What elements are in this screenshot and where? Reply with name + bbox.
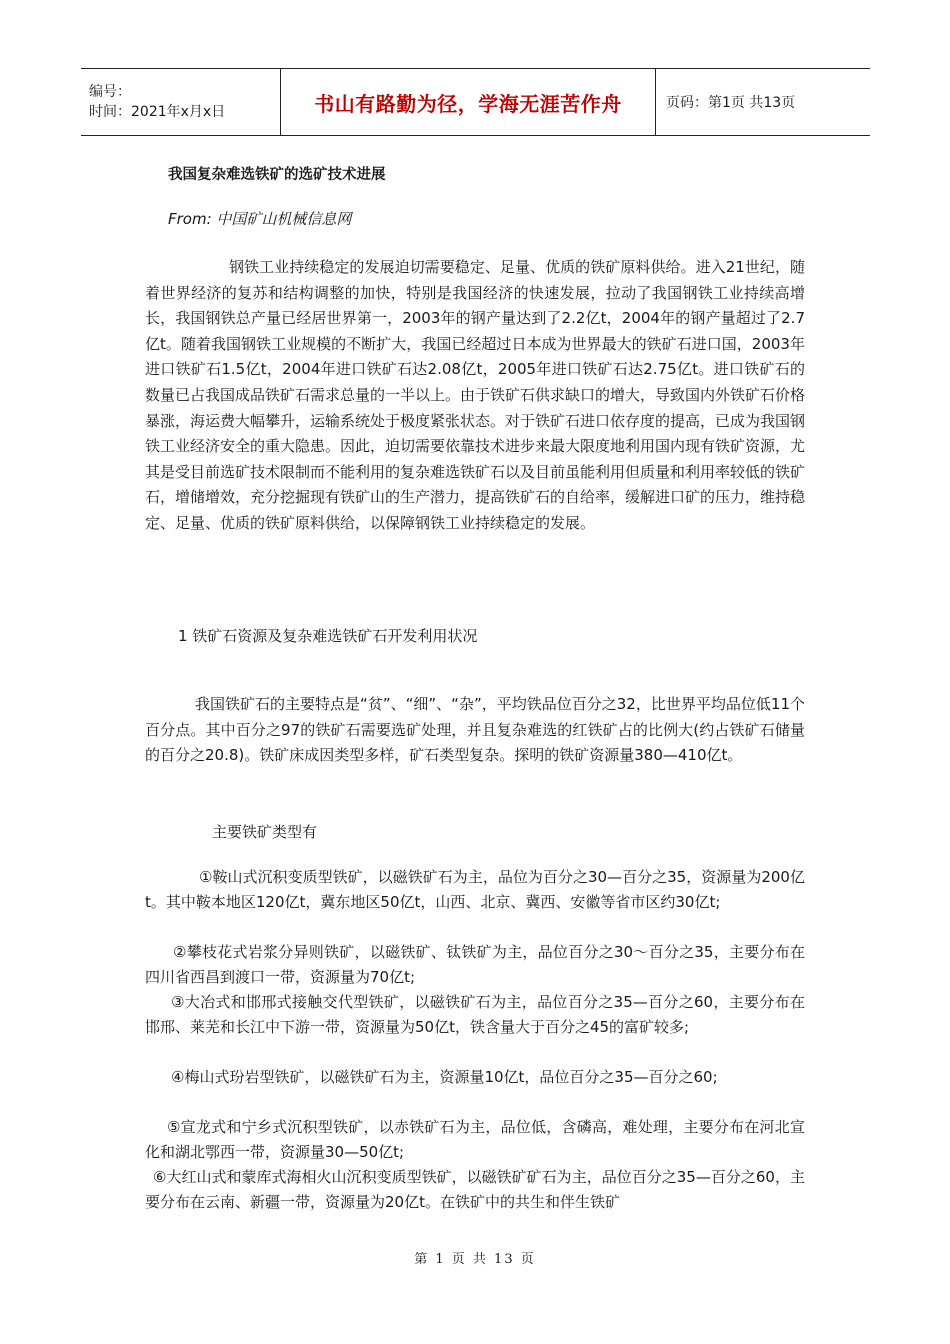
header-page-cell bbox=[656, 69, 870, 135]
section-1-heading: 1 铁矿石资源及复杂难选铁矿石开发利用状况 bbox=[178, 627, 478, 645]
time-label: 时间：2021年x月x日 bbox=[89, 104, 226, 120]
intro-paragraph: 钢铁工业持续稳定的发展迫切需要稳定、足量、优质的铁矿原料供给。进入21世纪，随着世界经济的复苏和结构调整的加快，特别是我国经济的快速发展，拉动了我国钢铁工业持续高增长，我国钢铁总产量已经居世界第一，2003年的钢产量达到了2.2亿t，2004年的钢产量超过了2.7亿t。随着我国钢铁工业规模的不断扩大，我国已经超过日本成为世界最大的铁矿石进口国，2003年进口铁矿石1.5亿t，2004年进口铁矿石达2.08亿t，2005年进口铁矿石达2.75亿t。进口铁矿石的数量已占我国成品铁矿石需求总量的一半以上。由于铁矿石供求缺口的增大，导致国内外铁矿石价格暴涨，海运费大幅攀升，运输系统处于极度紧张状态。对于铁矿石进口依存度的提高，已成为我国钢铁工业经济安全的重大隐患。因此，迫切需要依靠技术进步来最大限度地利用国内现有铁矿资源，尤其是受目前选矿技术限制而不能利用的复杂难选铁矿石以及目前虽能利用但质量和利用率较低的铁矿石，增储增效，充分挖掘现有铁矿山的生产潜力，提高铁矿石的自给率，缓解进口矿的压力，维持稳定、足量、优质的铁矿原料供给，以保障钢铁工业持续稳定的发展。 bbox=[145, 258, 806, 532]
page-info: 页码：第1页 共13页 bbox=[666, 95, 796, 111]
type-item-4: ④梅山式玢岩型铁矿，以磁铁矿石为主，资源量10亿t，品位百分之35—百分之60; bbox=[171, 1068, 718, 1086]
number-label: 编号： bbox=[89, 84, 131, 100]
document-source: From: 中国矿山机械信息网 bbox=[168, 210, 352, 228]
page-footer: 第 1 页 共 13 页 bbox=[414, 1252, 536, 1267]
motto-text: 书山有路勤为径，学海无涯苦作舟 bbox=[314, 91, 622, 116]
type-item-5: ⑤宣龙式和宁乡式沉积型铁矿，以赤铁矿石为主，品位低，含磷高，难处理，主要分布在河北宣化和湖北鄂西一带，资源量30—50亿t; bbox=[145, 1118, 805, 1161]
header-table bbox=[81, 68, 870, 136]
types-heading: 主要铁矿类型有 bbox=[212, 823, 318, 841]
header-meta-cell bbox=[81, 69, 281, 135]
document-title: 我国复杂难选铁矿的选矿技术进展 bbox=[168, 167, 386, 183]
section-1-paragraph: 我国铁矿石的主要特点是“贫”、“细”、“杂”，平均铁品位百分之32，比世界平均品位低11个百分点。其中百分之97的铁矿石需要选矿处理，并且复杂难选的红铁矿占的比例大(约占铁矿石储量的百分之20.8)。铁矿床成因类型多样，矿石类型复杂。探明的铁矿资源量380—410亿t。 bbox=[145, 695, 805, 765]
header-motto-cell bbox=[281, 69, 656, 135]
type-item-1: ①鞍山式沉积变质型铁矿，以磁铁矿石为主，品位为百分之30—百分之35，资源量为200亿t。其中鞍本地区120亿t，冀东地区50亿t，山西、北京、冀西、安徽等省市区约30亿t; bbox=[145, 868, 805, 911]
type-item-2: ②攀枝花式岩浆分异则铁矿，以磁铁矿、钛铁矿为主，品位百分之30～百分之35，主要分布在四川省西昌到渡口一带，资源量为70亿t; bbox=[145, 943, 805, 986]
type-item-6: ⑥大红山式和蒙库式海相火山沉积变质型铁矿，以磁铁矿矿石为主，品位百分之35—百分之60，主要分布在云南、新疆一带，资源量为20亿t。在铁矿中的共生和伴生铁矿 bbox=[145, 1168, 805, 1211]
type-item-3: ③大冶式和邯邢式接触交代型铁矿，以磁铁矿石为主，品位百分之35—百分之60，主要分布在邯邢、莱芜和长江中下游一带，资源量为50亿t，铁含量大于百分之45的富矿较多; bbox=[145, 993, 806, 1036]
